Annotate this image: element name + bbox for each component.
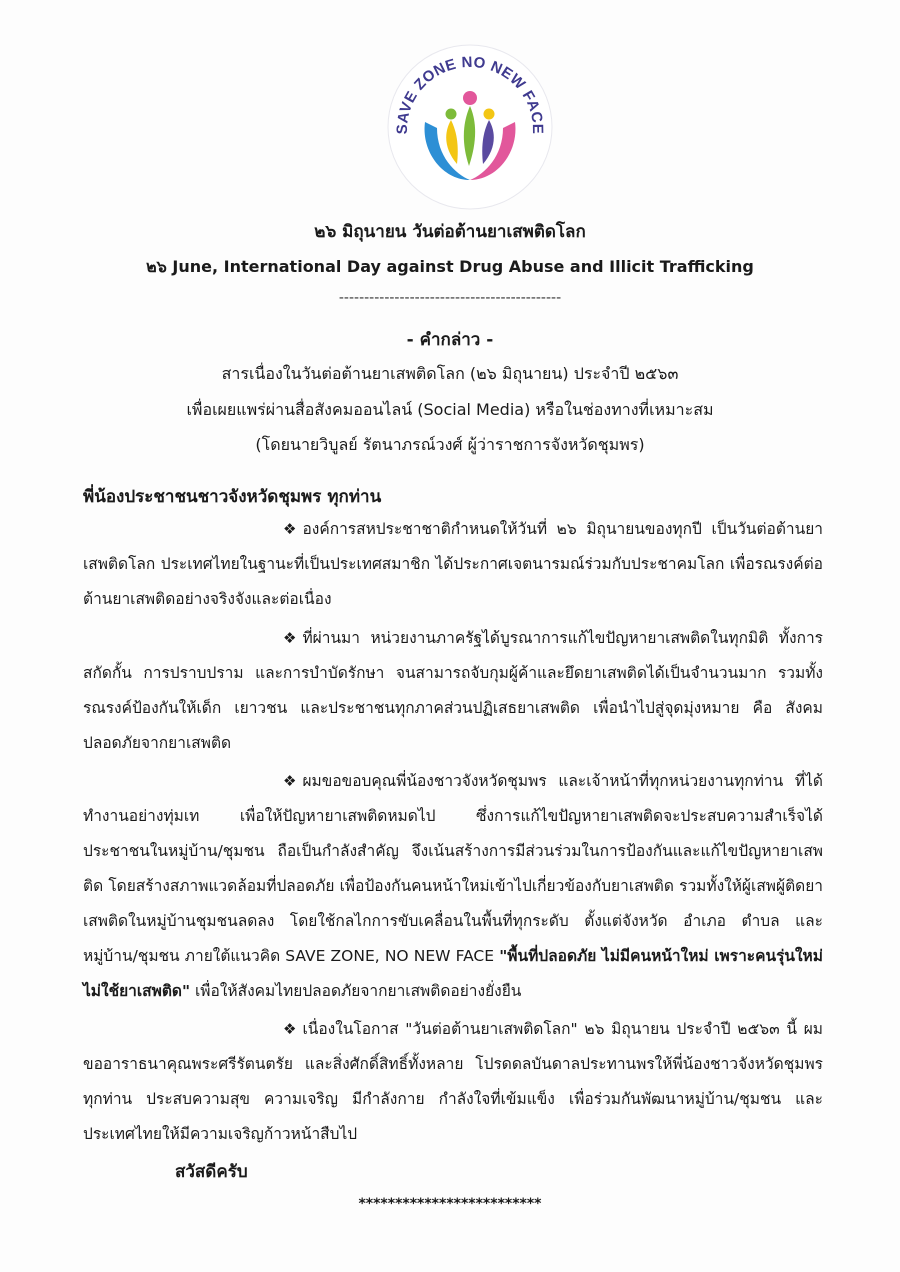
bullet-icon: ❖	[283, 629, 297, 647]
title-english: ๒๖ June, International Day against Drug Abuse and Illicit Trafficking	[146, 257, 754, 276]
title-thai: ๒๖ มิถุนายน วันต่อต้านยาเสพติดโลก	[314, 222, 586, 242]
paragraph-1	[83, 512, 823, 617]
speech-label: - คำกล่าว -	[406, 330, 494, 350]
bullet-icon: ❖	[283, 520, 297, 538]
paragraph-3	[83, 764, 823, 1009]
salutation: พี่น้องประชาชนชาวจังหวัดชุมพร ทุกท่าน	[83, 487, 382, 507]
end-stars: *************************	[358, 1196, 542, 1212]
logo-arc-text: SAVE ZONE NO NEW FACE	[393, 53, 547, 135]
campaign-slogan: "พื้นที่ปลอดภัย ไม่มีคนหน้าใหม่ เพราะคนรุ่นใหม่ ไม่ใช้ยาเสพติด"	[83, 947, 823, 1000]
paragraph-2	[83, 621, 823, 761]
divider-line: --------------------------------------------	[338, 290, 562, 306]
save-zone-logo	[385, 42, 555, 212]
bullet-icon: ❖	[283, 772, 297, 790]
subtitle-line-3: (โดยนายวิบูลย์ รัตนาภรณ์วงศ์ ผู้ว่าราชการจังหวัดชุมพร)	[255, 435, 645, 454]
bullet-icon: ❖	[283, 1020, 297, 1038]
paragraph-1-text: องค์การสหประชาชาติกำหนดให้วันที่ ๒๖ มิถุนายนของทุกปี เป็นวันต่อต้านยาเสพติดโลก ประเทศไทยในฐานะที่เป็นประเทศสมาชิก ได้ประกาศเจตนารมณ์ร่วมกับประชาคมโลก เพื่อรณรงค์ต่อต้านยาเสพติดอย่างจริงจังและต่อเนื่อง	[83, 520, 823, 608]
closing-greeting: สวัสดีครับ	[175, 1162, 248, 1182]
paragraph-3-text-end: เพื่อให้สังคมไทยปลอดภัยจากยาเสพติดอย่างยั่งยืน	[190, 982, 522, 1000]
subtitle-line-2: เพื่อเผยแพร่ผ่านสื่อสังคมออนไลน์ (Social Media) หรือในช่องทางที่เหมาะสม	[186, 400, 714, 419]
paragraph-3-text: ผมขอขอบคุณพี่น้องชาวจังหวัดชุมพร และเจ้าหน้าที่ทุกหน่วยงานทุกท่าน ที่ได้ทำงานอย่างทุ่มเท เพื่อให้ปัญหายาเสพติดหมดไป ซึ่งการแก้ไขปัญหายาเสพติดจะประสบความสำเร็จได้ ประชาชนในหมู่บ้าน/ชุมชน ถือเป็นกำลังสำคัญ จึงเน้นสร้างการมีส่วนร่วมในการป้องกันและแก้ไขปัญหายาเสพติด โดยสร้างสภาพแวดล้อมที่ปลอดภัย เพื่อป้องกันคนหน้าใหม่เข้าไปเกี่ยวข้องกับยาเสพติด รวมทั้งให้ผู้เสพผู้ติดยาเสพติดในหมู่บ้านชุมชนลดลง โดยใช้กลไกการขับเคลื่อนในพื้นที่ทุกระดับ ตั้งแต่จังหวัด อำเภอ ตำบล และหมู่บ้าน/ชุมชน ภายใต้แนวคิด SAVE ZONE, NO NEW FACE	[83, 772, 823, 965]
paragraph-2-text: ที่ผ่านมา หน่วยงานภาครัฐได้บูรณาการแก้ไขปัญหายาเสพติดในทุกมิติ ทั้งการสกัดกั้น การปราบปราม และการบำบัดรักษา จนสามารถจับกุมผู้ค้าและยึดยาเสพติดได้เป็นจำนวนมาก รวมทั้งรณรงค์ป้องกันให้เด็ก เยาวชน และประชาชนทุกภาคส่วนปฏิเสธยาเสพติด เพื่อนำไปสู่จุดมุ่งหมาย คือ สังคมปลอดภัยจากยาเสพติด	[83, 629, 823, 752]
paragraph-4	[83, 1012, 823, 1152]
subtitle-line-1: สารเนื่องในวันต่อต้านยาเสพติดโลก (๒๖ มิถุนายน) ประจำปี ๒๕๖๓	[221, 364, 679, 383]
paragraph-4-text: เนื่องในโอกาส "วันต่อต้านยาเสพติดโลก" ๒๖ มิถุนายน ประจำปี ๒๕๖๓ นี้ ผมขออาราธนาคุณพระศรีรัตนตรัย และสิ่งศักดิ์สิทธิ์ทั้งหลาย โปรดดลบันดาลประทานพรให้พี่น้องชาวจังหวัดชุมพร ทุกท่าน ประสบความสุข ความเจริญ มีกำลังกาย กำลังใจที่เข้มแข็ง เพื่อร่วมกันพัฒนาหมู่บ้าน/ชุมชน และประเทศไทยให้มีความเจริญก้าวหน้าสืบไป	[83, 1020, 823, 1143]
